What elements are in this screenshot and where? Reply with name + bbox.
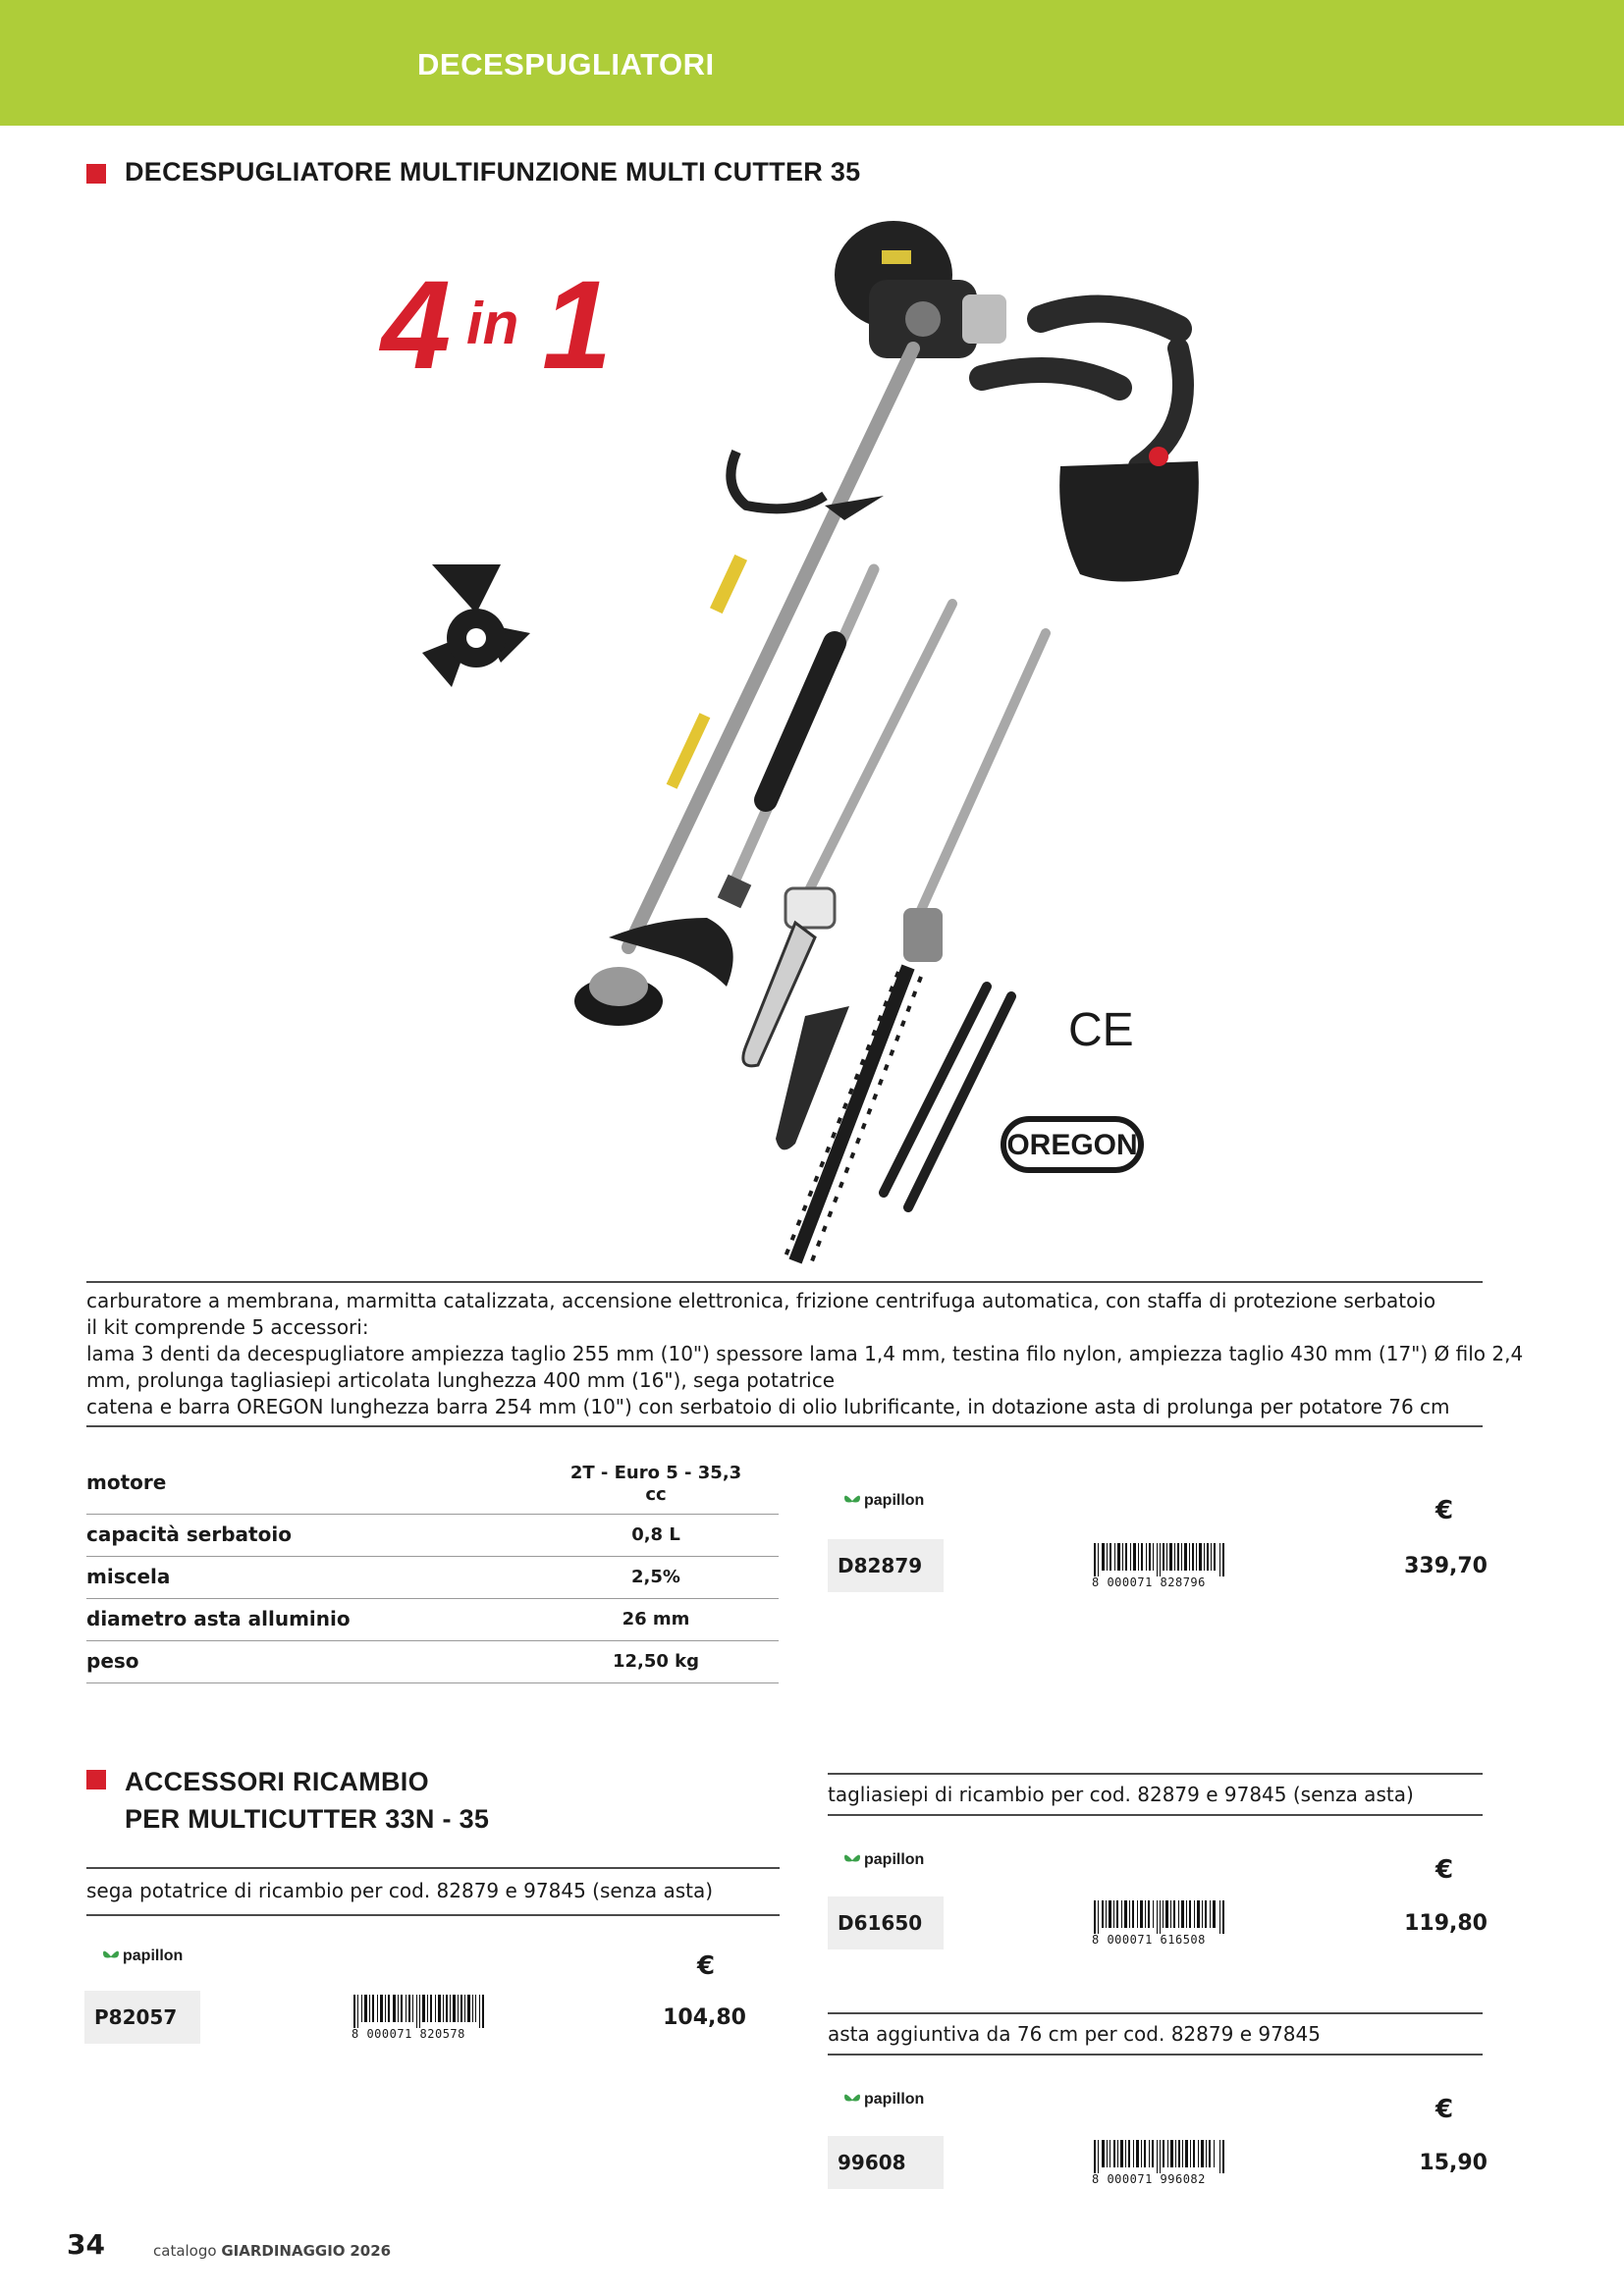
hedge-trimmer-icon	[785, 633, 1046, 1266]
spec-table	[86, 1453, 779, 1683]
description-line: mm, prolunga tagliasiepi articolata lunghezza 400 mm (16"), sega potatrice	[86, 1368, 836, 1392]
title-bullet	[86, 1770, 106, 1789]
divider	[828, 2054, 1483, 2056]
product-code: P82057	[84, 1991, 200, 2044]
divider	[86, 1281, 1483, 1283]
butterfly-icon	[101, 1948, 121, 1965]
svg-text:1: 1	[542, 255, 613, 396]
spec-row: miscela 2,5%	[86, 1565, 680, 1588]
price: 104,80	[663, 2005, 746, 2030]
header-bar	[0, 0, 1624, 126]
price: 119,80	[1404, 1911, 1488, 1936]
trimmer-icon	[574, 348, 913, 1026]
divider	[86, 1425, 1483, 1427]
barcode-number: 8 000071 996082	[1092, 2172, 1206, 2186]
description-line: lama 3 denti da decespugliatore ampiezza taglio 255 mm (10") spessore lama 1,4 mm, testina filo nylon, ampiezza taglio 430 mm (17") Ø filo 2,4	[86, 1342, 1524, 1365]
four-in-one-badge	[378, 255, 612, 396]
divider	[86, 1914, 780, 1916]
product-description	[86, 1288, 1524, 1420]
product-code: D61650	[828, 1896, 944, 1949]
barcode	[352, 1995, 489, 2041]
accessory-description: asta aggiuntiva da 76 cm per cod. 82879 e 97845	[828, 2022, 1321, 2046]
barcode	[1092, 1543, 1229, 1589]
divider	[86, 1867, 780, 1869]
description-line: carburatore a membrana, marmitta catalizzata, accensione elettronica, frizione centrifuga automatica, con staffa di protezione serbatoio	[86, 1289, 1436, 1312]
divider	[828, 1814, 1483, 1816]
ce-mark: CE	[1068, 1004, 1134, 1056]
spec-row: diametro asta alluminio 26 mm	[86, 1607, 690, 1630]
pruning-saw-icon	[743, 604, 952, 1149]
product-title: DECESPUGLIATORE MULTIFUNZIONE MULTI CUTTER 35	[125, 157, 861, 187]
divider	[828, 1773, 1483, 1775]
svg-text:4: 4	[381, 255, 452, 396]
divider	[828, 2012, 1483, 2014]
description-line: catena e barra OREGON lunghezza barra 254 mm (10") con serbatoio di olio lubrificante, in dotazione asta di prolunga per potatore 76 cm	[86, 1395, 1450, 1418]
barcode-number: 8 000071 828796	[1092, 1575, 1206, 1589]
product-code: D82879	[828, 1539, 944, 1592]
extension-pole-icon	[718, 569, 874, 908]
papillon-logo: papillon	[842, 2091, 924, 2109]
blade-icon	[422, 564, 530, 687]
currency-symbol: €	[1435, 1855, 1454, 1885]
currency-symbol: €	[697, 1951, 716, 1981]
butterfly-icon	[842, 1492, 862, 1510]
spec-row: capacità serbatoio 0,8 L	[86, 1522, 680, 1546]
papillon-logo: papillon	[842, 1492, 924, 1510]
engine-icon	[835, 221, 1006, 358]
price: 339,70	[1404, 1554, 1488, 1578]
spec-row: motore 2T - Euro 5 - 35,3 cc	[86, 1463, 742, 1505]
butterfly-icon	[842, 2091, 862, 2109]
price: 15,90	[1419, 2151, 1488, 2175]
currency-symbol: €	[1435, 1496, 1454, 1525]
svg-text:in: in	[466, 291, 519, 356]
accessory-description: sega potatrice di ricambio per cod. 82879 e 97845 (senza asta)	[86, 1879, 714, 1902]
butterfly-icon	[842, 1851, 862, 1869]
title-bullet	[86, 164, 106, 184]
description-line: il kit comprende 5 accessori:	[86, 1315, 369, 1339]
svg-text:OREGON: OREGON	[1006, 1129, 1138, 1161]
oregon-logo	[1003, 1119, 1141, 1170]
barcode	[1092, 2140, 1229, 2186]
barcode	[1092, 1900, 1229, 1947]
section-title: DECESPUGLIATORI	[417, 47, 715, 81]
papillon-logo: papillon	[101, 1948, 183, 1965]
barcode-number: 8 000071 820578	[352, 2027, 465, 2041]
spec-row: peso 12,50 kg	[86, 1649, 700, 1673]
currency-symbol: €	[1435, 2095, 1454, 2124]
page-number: 34	[67, 2228, 105, 2261]
bar-covers-icon	[884, 987, 1011, 1207]
product-image	[334, 201, 1237, 1281]
accessories-title: ACCESSORI RICAMBIO PER MULTICUTTER 33N - 35	[125, 1767, 490, 1834]
product-code: 99608	[828, 2136, 944, 2189]
harness-icon	[982, 309, 1199, 582]
papillon-logo: papillon	[842, 1851, 924, 1869]
barcode-number: 8 000071 616508	[1092, 1933, 1206, 1947]
accessory-description: tagliasiepi di ricambio per cod. 82879 e 97845 (senza asta)	[828, 1783, 1414, 1806]
catalog-name: catalogo GIARDINAGGIO 2026	[153, 2242, 392, 2260]
